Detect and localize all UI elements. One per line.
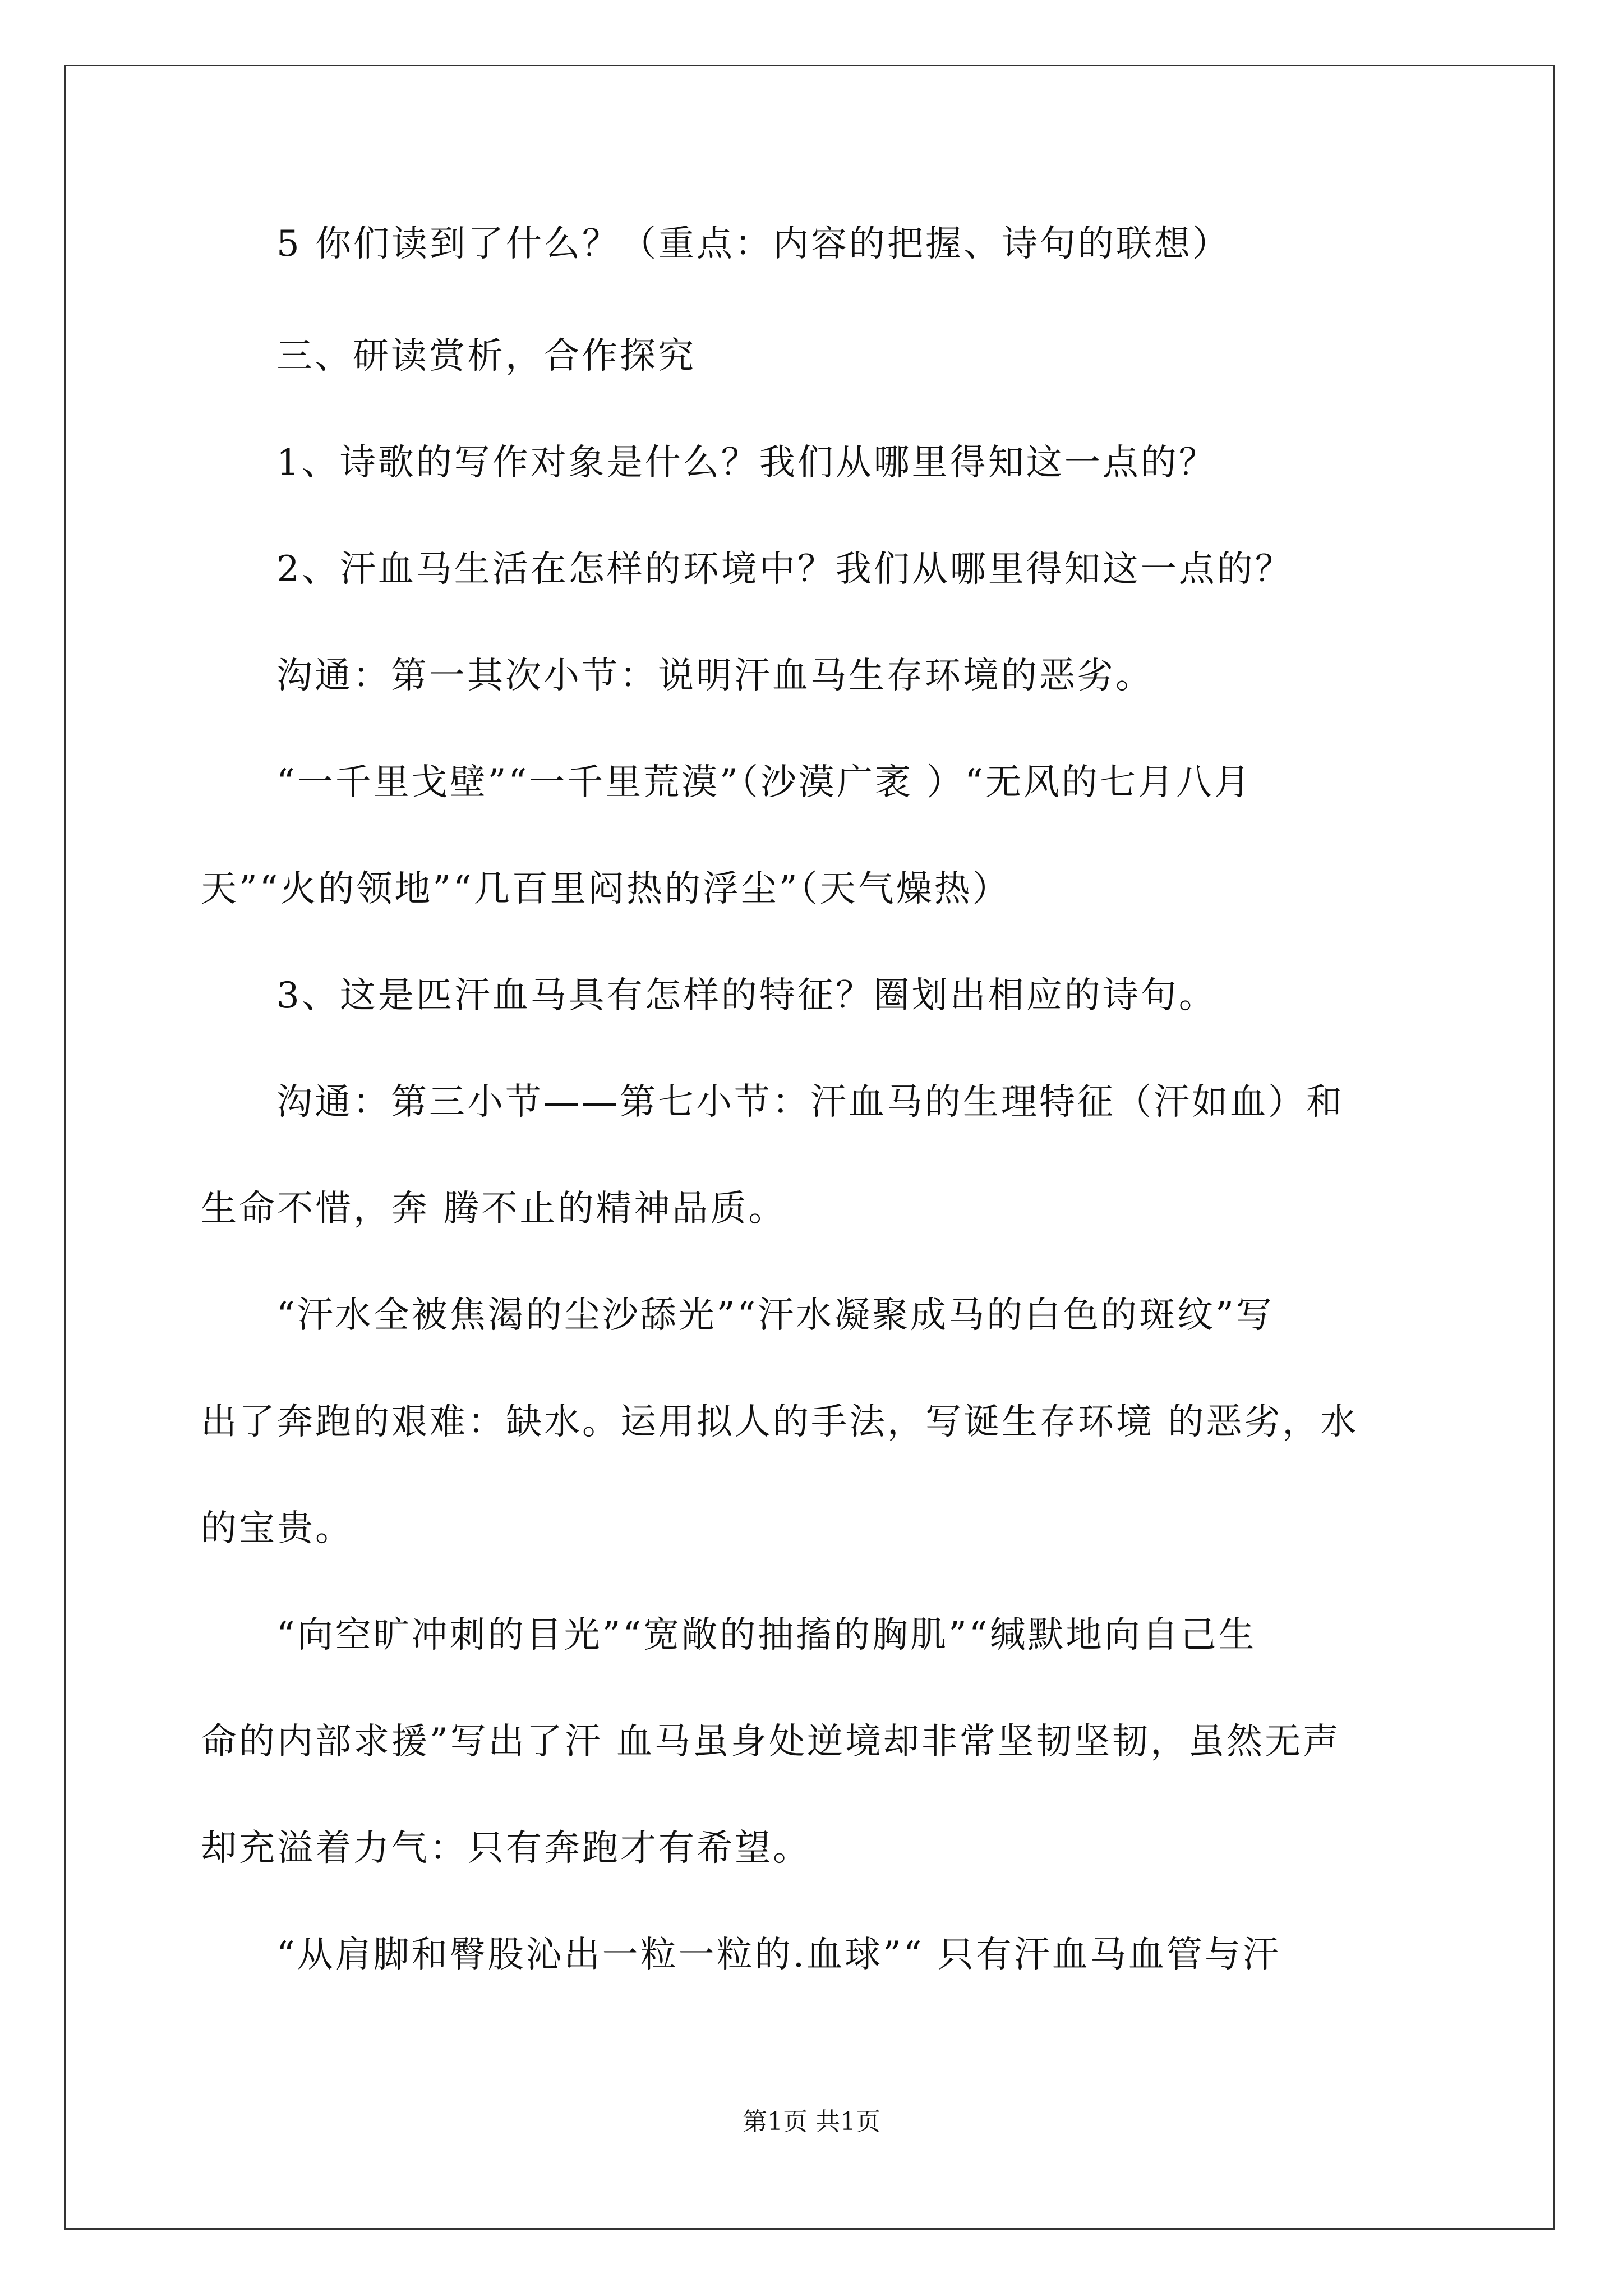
text-line-7: 天”“火的领地”“几百里闷热的浮尘”（天气燥热） bbox=[201, 868, 1011, 910]
text-line-13: 的宝贵。 bbox=[201, 1508, 353, 1549]
text-line-15: 命的内部求援”写出了汗 血马虽身处逆境却非常坚韧坚韧，虽然无声 bbox=[201, 1721, 1341, 1763]
text-line-14: “向空旷冲刺的目光”“宽敞的抽搐的胸肌”“缄默地向自己生 bbox=[276, 1614, 1257, 1656]
text-line-11: “汗水全被焦渴的尘沙舔光”“汗水凝聚成马的白色的斑纹”写 bbox=[276, 1295, 1274, 1336]
text-line-3: 1、诗歌的写作对象是什么？我们从哪里得知这一点的？ bbox=[276, 442, 1217, 484]
text-line-2: 三、研读赏析，合作探究 bbox=[276, 335, 696, 377]
text-line-4: 2、汗血马生活在怎样的环境中？我们从哪里得知这一点的？ bbox=[276, 549, 1293, 590]
text-line-16: 却充溢着力气：只有奔跑才有希望。 bbox=[201, 1828, 811, 1869]
text-line-8: 3、这是匹汗血马具有怎样的特征？圈划出相应的诗句。 bbox=[276, 975, 1217, 1016]
text-line-9: 沟通：第三小节——第七小节：汗血马的生理特征（汗如血）和 bbox=[276, 1082, 1344, 1123]
text-line-12: 出了奔跑的艰难：缺水。运用拟人的手法，写诞生存环境 的恶劣，水 bbox=[201, 1401, 1359, 1443]
page-footer: 第1页 共1页 bbox=[743, 2108, 880, 2136]
text-line-5: 沟通：第一其次小节：说明汗血马生存环境的恶劣。 bbox=[276, 655, 1154, 697]
text-line-10: 生命不惜，奔 腾不止的精神品质。 bbox=[201, 1188, 787, 1230]
text-line-6: “一千里戈壁”“一千里荒漠”（沙漠广袤 ）“无风的七月八月 bbox=[276, 762, 1252, 803]
page-border bbox=[64, 65, 1555, 2230]
text-line-17: “从肩脚和臀股沁出一粒一粒的.血球”“ 只有汗血马血管与汗 bbox=[276, 1934, 1281, 1976]
text-line-1: 5 你们读到了什么？（重点：内容的把握、诗句的联想） bbox=[276, 223, 1231, 265]
